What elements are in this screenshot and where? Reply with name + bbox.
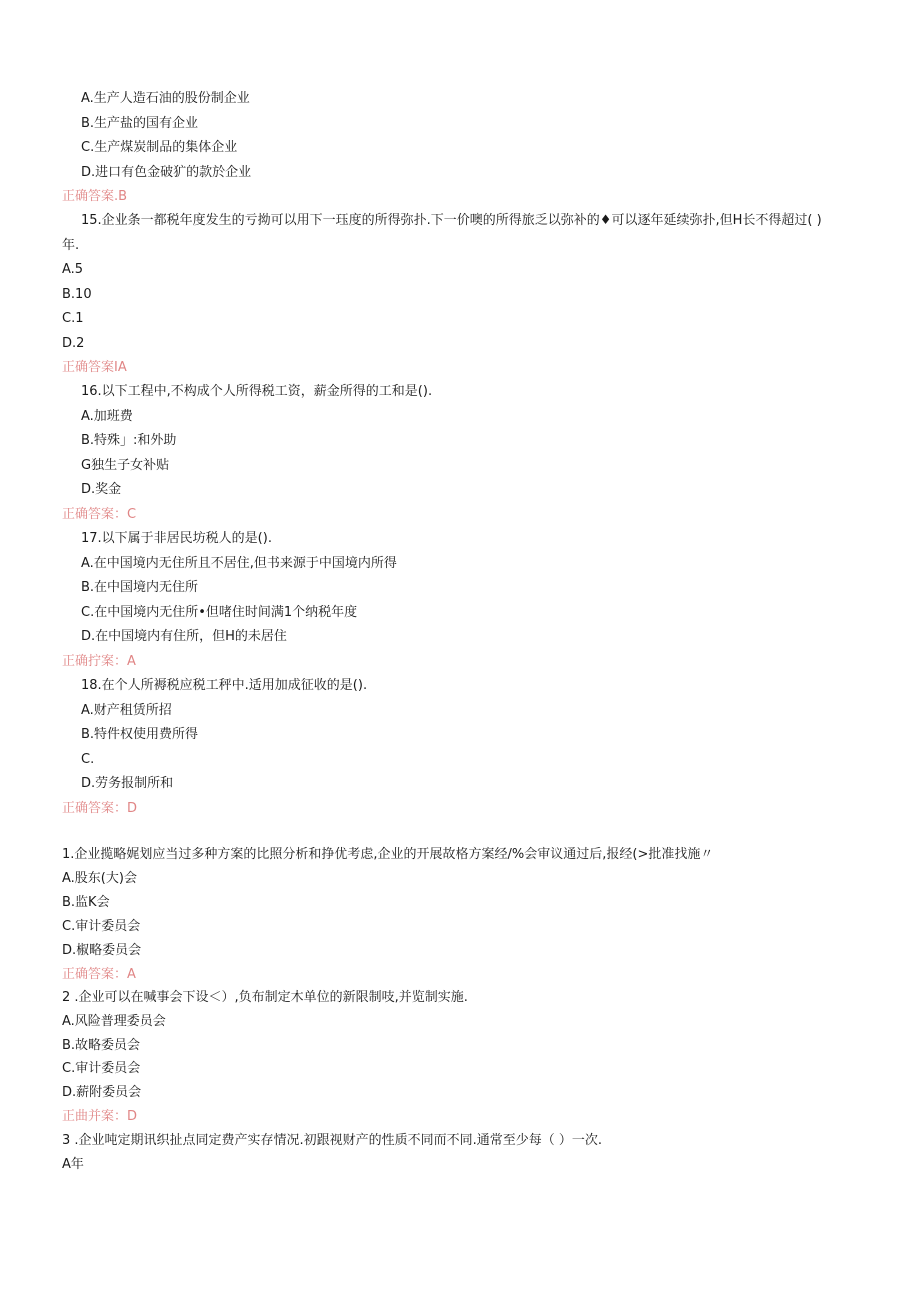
option-line: B.特殊」:和外助 bbox=[81, 433, 177, 448]
question-line: 15.企业条一都税年度发生的亏拗可以用下一珏度的所得弥扑.下一价噢的所得旅乏以弥补的♦可以逐年延续弥扑,但H长不得超过( ) bbox=[81, 213, 822, 228]
option-line: B.生产盐的国有企业 bbox=[81, 116, 199, 131]
option-line: C.在中国境内无住所•但啫住时间满1个纳税年度 bbox=[81, 605, 358, 620]
option-line: A.股东(大)会 bbox=[62, 871, 137, 886]
question-line: 年. bbox=[62, 238, 80, 253]
option-line: G独生子女补贴 bbox=[81, 458, 170, 473]
question-line: 18.在个人所褥税应税工秤中.适用加成征收的是(). bbox=[81, 678, 368, 693]
option-line: C. bbox=[81, 752, 95, 767]
question-line: 2 .企业可以在喊事会下设＜）,负布制定木单位的新限制吱,并览制实施. bbox=[62, 990, 468, 1005]
answer-line: 正确答案：A bbox=[62, 967, 136, 982]
option-line: A年 bbox=[62, 1157, 84, 1172]
option-line: A.加班费 bbox=[81, 409, 133, 424]
answer-line: 正确答案：C bbox=[62, 507, 137, 522]
question-line: 1.企业揽略娓划应当过多种方案的比照分析和挣优考虑,企业的开展故格方案经/%会审议通过后,报经(>批准找施〃 bbox=[62, 847, 714, 862]
option-line: C.1 bbox=[62, 311, 84, 326]
option-line: B.10 bbox=[62, 287, 92, 302]
option-line: B.监K会 bbox=[62, 895, 110, 910]
option-line: D.薪附委员会 bbox=[62, 1085, 142, 1100]
option-line: C.审计委员会 bbox=[62, 919, 141, 934]
option-line: D.在中国境内有住所，但H的未居住 bbox=[81, 629, 287, 644]
answer-line: 正确答案：D bbox=[62, 801, 138, 816]
option-line: D.劳务报制所和 bbox=[81, 776, 174, 791]
answer-line: 正确拧案：A bbox=[62, 654, 136, 669]
option-line: D.奖金 bbox=[81, 482, 122, 497]
option-line: B.在中国境内无住所 bbox=[81, 580, 199, 595]
option-line: B.故略委员会 bbox=[62, 1038, 141, 1053]
question-line: 17.以下属于非居民坊税人的是(). bbox=[81, 531, 272, 546]
option-line: C.审计委员会 bbox=[62, 1061, 141, 1076]
option-line: A.在中国境内无住所且不居住,但书来源于中国境内所得 bbox=[81, 556, 397, 571]
answer-line: 正曲并案：D bbox=[62, 1109, 138, 1124]
option-line: A.财产租赁所招 bbox=[81, 703, 172, 718]
option-line: D.进口有色金破犷的款於企业 bbox=[81, 165, 252, 180]
answer-line: 正确答案IA bbox=[62, 360, 127, 375]
option-line: A.风险普理委员会 bbox=[62, 1014, 166, 1029]
option-line: C.生产煤炭制品的集体企业 bbox=[81, 140, 238, 155]
answer-line: 正确答案.B bbox=[62, 189, 128, 204]
option-line: A.生产人造石油的股份制企业 bbox=[81, 91, 250, 106]
option-line: D.椒略委员会 bbox=[62, 943, 142, 958]
option-line: A.5 bbox=[62, 262, 84, 277]
option-line: B.特件权使用费所得 bbox=[81, 727, 199, 742]
question-line: 16.以下工程中,不构成个人所得税工资，薪金所得的工和是(). bbox=[81, 384, 433, 399]
question-line: 3 .企业吨定期讯织扯点同定费产实存情况.初跟视财产的性质不同而不同.通常至少每（ ）一次. bbox=[62, 1133, 603, 1148]
option-line: D.2 bbox=[62, 336, 85, 351]
